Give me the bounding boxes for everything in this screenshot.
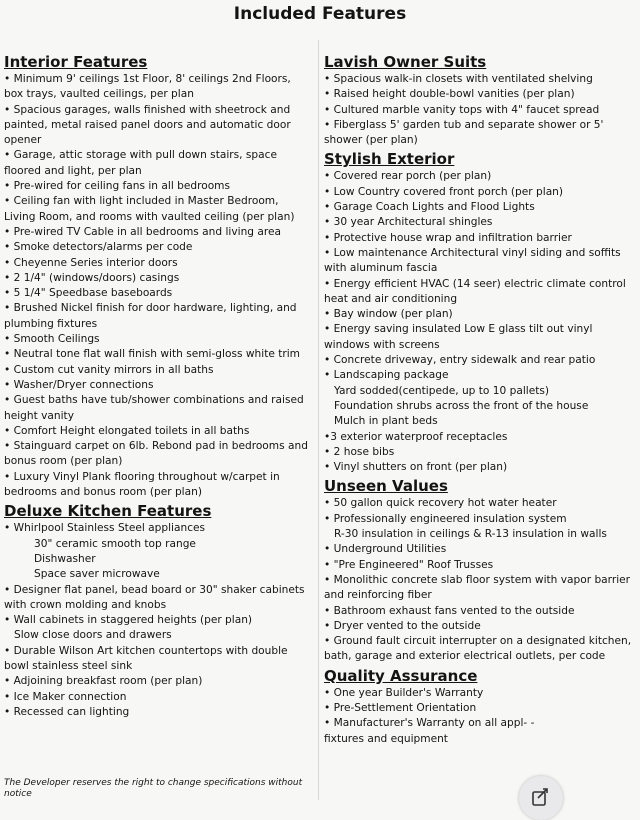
feature-item: Yard sodded(centipede, up to 10 pallets)	[334, 384, 550, 397]
edit-button[interactable]	[519, 776, 563, 820]
feature-item: • Raised height double-bowl vanities (per plan)	[324, 88, 575, 101]
feature-item: • Cheyenne Series interior doors	[4, 256, 178, 269]
feature-item: • Energy saving insulated Low E glass tilt out vinyl windows with screens	[324, 323, 593, 351]
feature-item: Dishwasher	[34, 552, 96, 565]
feature-item: • Spacious garages, walls finished with sheetrock and painted, metal raised panel doors and automatic door opener	[4, 103, 291, 147]
unseen-heading: Unseen Values	[324, 477, 448, 496]
feature-item: • 50 gallon quick recovery hot water heater	[324, 497, 557, 510]
feature-item: • 2 1/4" (windows/doors) casings	[4, 271, 180, 284]
feature-item: • Low maintenance Architectural vinyl siding and soffits with aluminum fascia	[324, 246, 621, 275]
feature-item: • Cultured marble vanity tops with 4" faucet spread	[324, 103, 600, 116]
feature-item: • Garage, attic storage with pull down stairs, space floored and light, per plan	[4, 149, 277, 177]
feature-item: • Wall cabinets in staggered heights (per plan)	[4, 614, 253, 627]
feature-item: • One year Builder's Warranty	[324, 686, 484, 699]
feature-item: • Recessed can lighting	[4, 705, 130, 718]
interior-list	[4, 72, 312, 500]
quality-heading: Quality Assurance	[324, 666, 478, 685]
feature-item: • Stainguard carpet on 6lb. Rebond pad in bedrooms and bonus room (per plan)	[4, 440, 308, 468]
feature-item: • Ground fault circuit interrupter on a designated kitchen, bath, garage and exterior electrical outlets, per code	[324, 635, 632, 663]
feature-item: • Bay window (per plan)	[324, 308, 453, 321]
feature-item: • Garage Coach Lights and Flood Lights	[324, 201, 535, 214]
feature-item: • Brushed Nickel finish for door hardware, lighting, and plumbing fixtures	[4, 302, 297, 330]
unseen-list	[324, 496, 636, 664]
feature-item: • Dryer vented to the outside	[324, 619, 481, 632]
feature-item: • Smooth Ceilings	[4, 333, 100, 346]
feature-item: • Monolithic concrete slab floor system with vapor barrier and reinforcing fiber	[324, 573, 631, 602]
right-column	[324, 52, 636, 747]
feature-item: • Smoke detectors/alarms per code	[4, 241, 193, 254]
feature-item: • Bathroom exhaust fans vented to the outside	[324, 604, 575, 617]
feature-item: • Fiberglass 5' garden tub and separate shower or 5' shower (per plan)	[324, 118, 604, 147]
feature-item: • "Pre Engineered" Roof Trusses	[324, 558, 494, 571]
feature-item: • Underground Utilities	[324, 543, 447, 556]
feature-item: • Energy efficient HVAC (14 seer) electric climate control heat and air conditioning	[324, 277, 626, 305]
feature-item: • Spacious walk-in closets with ventilated shelving	[324, 73, 593, 85]
feature-item: Foundation shrubs across the front of the house	[334, 399, 589, 412]
left-column	[4, 52, 312, 720]
feature-item: Space saver microwave	[34, 568, 160, 581]
feature-item: • Vinyl shutters on front (per plan)	[324, 461, 508, 474]
feature-item: • Custom cut vanity mirrors in all baths	[4, 363, 214, 376]
feature-item: • Professionally engineered insulation system	[324, 512, 567, 525]
footer-disclaimer: The Developer reserves the right to change specifications without notice	[4, 778, 303, 799]
feature-item: • Pre-wired TV Cable in all bedrooms and living area	[4, 225, 282, 238]
feature-item: • Low Country covered front porch (per plan)	[324, 185, 564, 198]
feature-item: • Comfort Height elongated toilets in all baths	[4, 424, 250, 437]
column-divider	[318, 40, 319, 800]
feature-item: Mulch in plant beds	[334, 415, 438, 428]
owner-suits-heading: Lavish Owner Suits	[324, 53, 487, 71]
edit-icon	[532, 787, 550, 807]
feature-item: • Adjoining breakfast room (per plan)	[4, 675, 203, 688]
feature-item: R-30 insulation in ceilings & R-13 insulation in walls	[334, 528, 607, 541]
feature-item: •3 exterior waterproof receptacles	[324, 430, 508, 443]
feature-item: • Covered rear porch (per plan)	[324, 170, 492, 183]
feature-item: • Landscaping package	[324, 369, 449, 382]
exterior-list	[324, 169, 636, 475]
feature-item: • Manufacturer's Warranty on all appl- -	[324, 717, 535, 730]
page-title: Included Features	[233, 4, 407, 24]
feature-item: • Ice Maker connection	[4, 690, 127, 703]
owner-suits-list	[324, 72, 636, 148]
feature-item: • Neutral tone flat wall finish with semi-gloss white trim	[4, 348, 300, 361]
feature-item: • Ceiling fan with light included in Master Bedroom, Living Room, and rooms with vaulted ceiling (per plan)	[4, 195, 295, 223]
feature-item: • 2 hose bibs	[324, 445, 395, 458]
feature-item: • Designer flat panel, bead board or 30" shaker cabinets with crown molding and knobs	[4, 583, 305, 611]
exterior-heading: Stylish Exterior	[324, 150, 455, 169]
kitchen-heading: Deluxe Kitchen Features	[4, 502, 212, 521]
quality-list	[324, 686, 636, 747]
feature-item: • Minimum 9' ceilings 1st Floor, 8' ceilings 2nd Floors, box trays, vaulted ceilings, per plan	[4, 73, 291, 101]
kitchen-list	[4, 521, 312, 720]
feature-item: • Guest baths have tub/shower combinations and raised height vanity	[4, 394, 304, 422]
feature-item: • 5 1/4" Speedbase baseboards	[4, 287, 173, 300]
interior-heading: Interior Features	[4, 53, 148, 71]
feature-item: • Protective house wrap and infiltration barrier	[324, 231, 572, 244]
feature-item: • Concrete driveway, entry sidewalk and rear patio	[324, 354, 596, 367]
feature-item: • 30 year Architectural shingles	[324, 216, 493, 229]
feature-item: • Luxury Vinyl Plank flooring throughout w/carpet in bedrooms and bonus room (per plan)	[4, 470, 280, 499]
feature-item: • Pre-Settlement Orientation	[324, 701, 477, 714]
feature-item: • Pre-wired for ceiling fans in all bedrooms	[4, 180, 231, 193]
feature-item: Slow close doors and drawers	[14, 629, 172, 642]
feature-item: • Washer/Dryer connections	[4, 378, 154, 391]
feature-item: • Durable Wilson Art kitchen countertops with double bowl stainless steel sink	[4, 644, 288, 672]
feature-item: fixtures and equipment	[324, 732, 448, 745]
feature-item: 30" ceramic smooth top range	[34, 537, 196, 550]
feature-item: • Whirlpool Stainless Steel appliances	[4, 522, 206, 535]
